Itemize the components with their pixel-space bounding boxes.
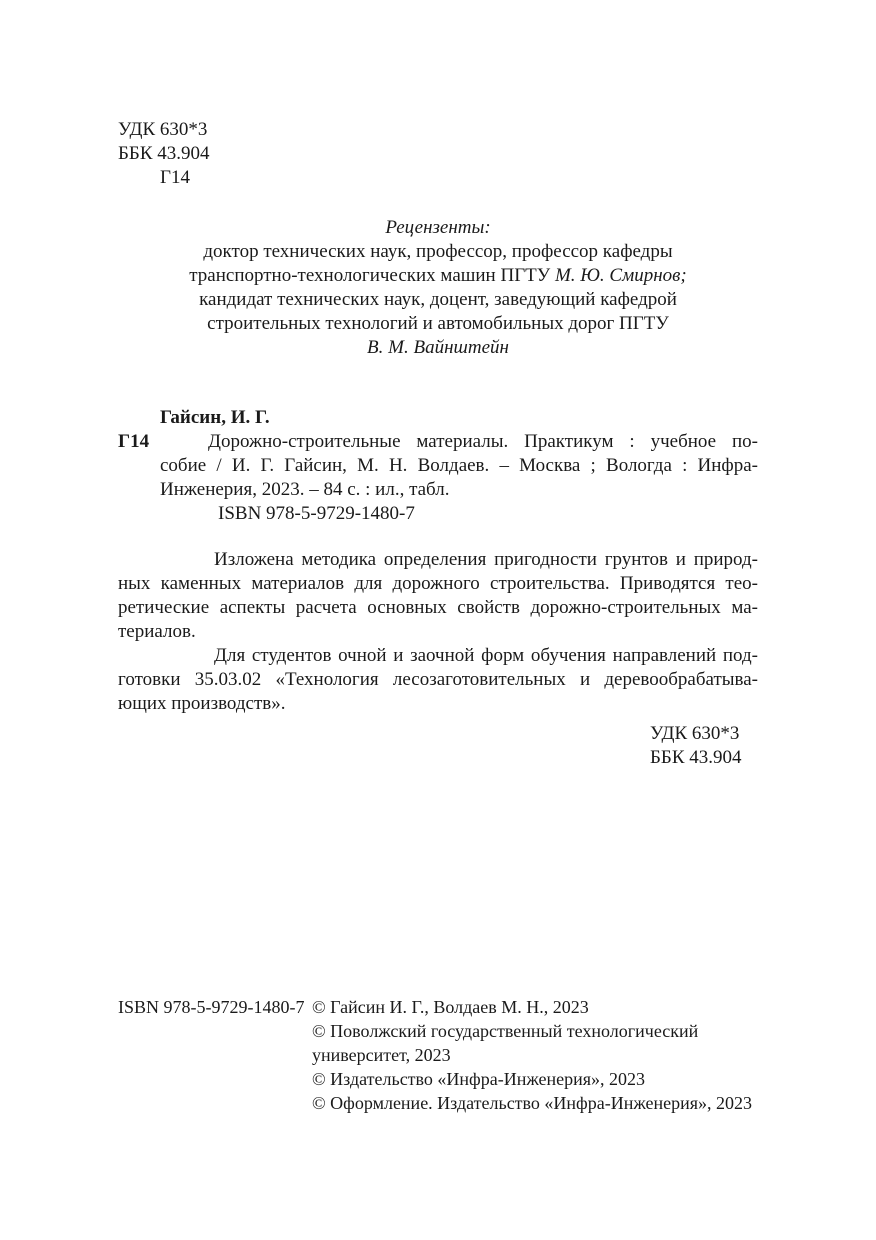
annotation-line: териалов.: [118, 621, 196, 642]
udk-code: УДК 630*3: [118, 119, 208, 140]
udk-code: УДК 630*3: [650, 723, 740, 744]
reviewer-text: транспортно-технологических машин ПГТУ: [189, 265, 555, 286]
annotation-line: Для студентов очной и заочной форм обучения направлений под-: [214, 645, 758, 666]
annotation-line: ных каменных материалов для дорожного строительства. Приводятся тео-: [118, 573, 758, 594]
copyright-line: © Гайсин И. Г., Волдаев М. Н., 2023: [312, 997, 589, 1017]
reviewer-line: [118, 264, 758, 288]
bbk-code: ББК 43.904: [650, 747, 742, 768]
annotation-line: ретические аспекты расчета основных свойств дорожно-строительных ма-: [118, 597, 758, 618]
copyright-line: © Поволжский государственный технологический: [312, 1021, 699, 1041]
author-mark: Г14: [160, 167, 190, 188]
catalog-line: собие / И. Г. Гайсин, М. Н. Волдаев. – Москва ; Вологда : Инфра-: [160, 455, 758, 476]
reviewer-line: строительных технологий и автомобильных дорог ПГТУ: [207, 313, 669, 334]
reviewer-line: кандидат технических наук, доцент, заведующий кафедрой: [199, 289, 677, 310]
reviewer-name: М. Ю. Смирнов;: [554, 265, 687, 286]
annotation-line: готовки 35.03.02 «Технология лесозаготовительных и деревообрабатыва-: [118, 669, 758, 690]
copyright-isbn: ISBN 978-5-9729-1480-7: [118, 997, 305, 1017]
catalog-line: Дорожно-строительные материалы. Практикум : учебное по-: [208, 431, 758, 452]
copyright-line: университет, 2023: [312, 1045, 451, 1065]
annotation-line: ющих производств».: [118, 693, 286, 714]
annotation-line: Изложена методика определения пригодности грунтов и природ-: [214, 549, 758, 570]
reviewers-title: Рецензенты:: [385, 217, 491, 238]
copyright-line: © Издательство «Инфра-Инженерия», 2023: [312, 1069, 646, 1089]
reviewer-line: доктор технических наук, профессор, профессор кафедры: [203, 241, 673, 262]
catalog-mark: Г14: [118, 431, 150, 452]
copyright-line: © Оформление. Издательство «Инфра-Инженерия», 2023: [312, 1093, 753, 1113]
reviewer-name: В. М. Вайнштейн: [367, 337, 509, 358]
bbk-code: ББК 43.904: [118, 143, 210, 164]
catalog-line: Инженерия, 2023. – 84 с. : ил., табл.: [160, 479, 450, 500]
catalog-author: Гайсин, И. Г.: [160, 407, 270, 428]
catalog-isbn: ISBN 978-5-9729-1480-7: [218, 503, 415, 524]
